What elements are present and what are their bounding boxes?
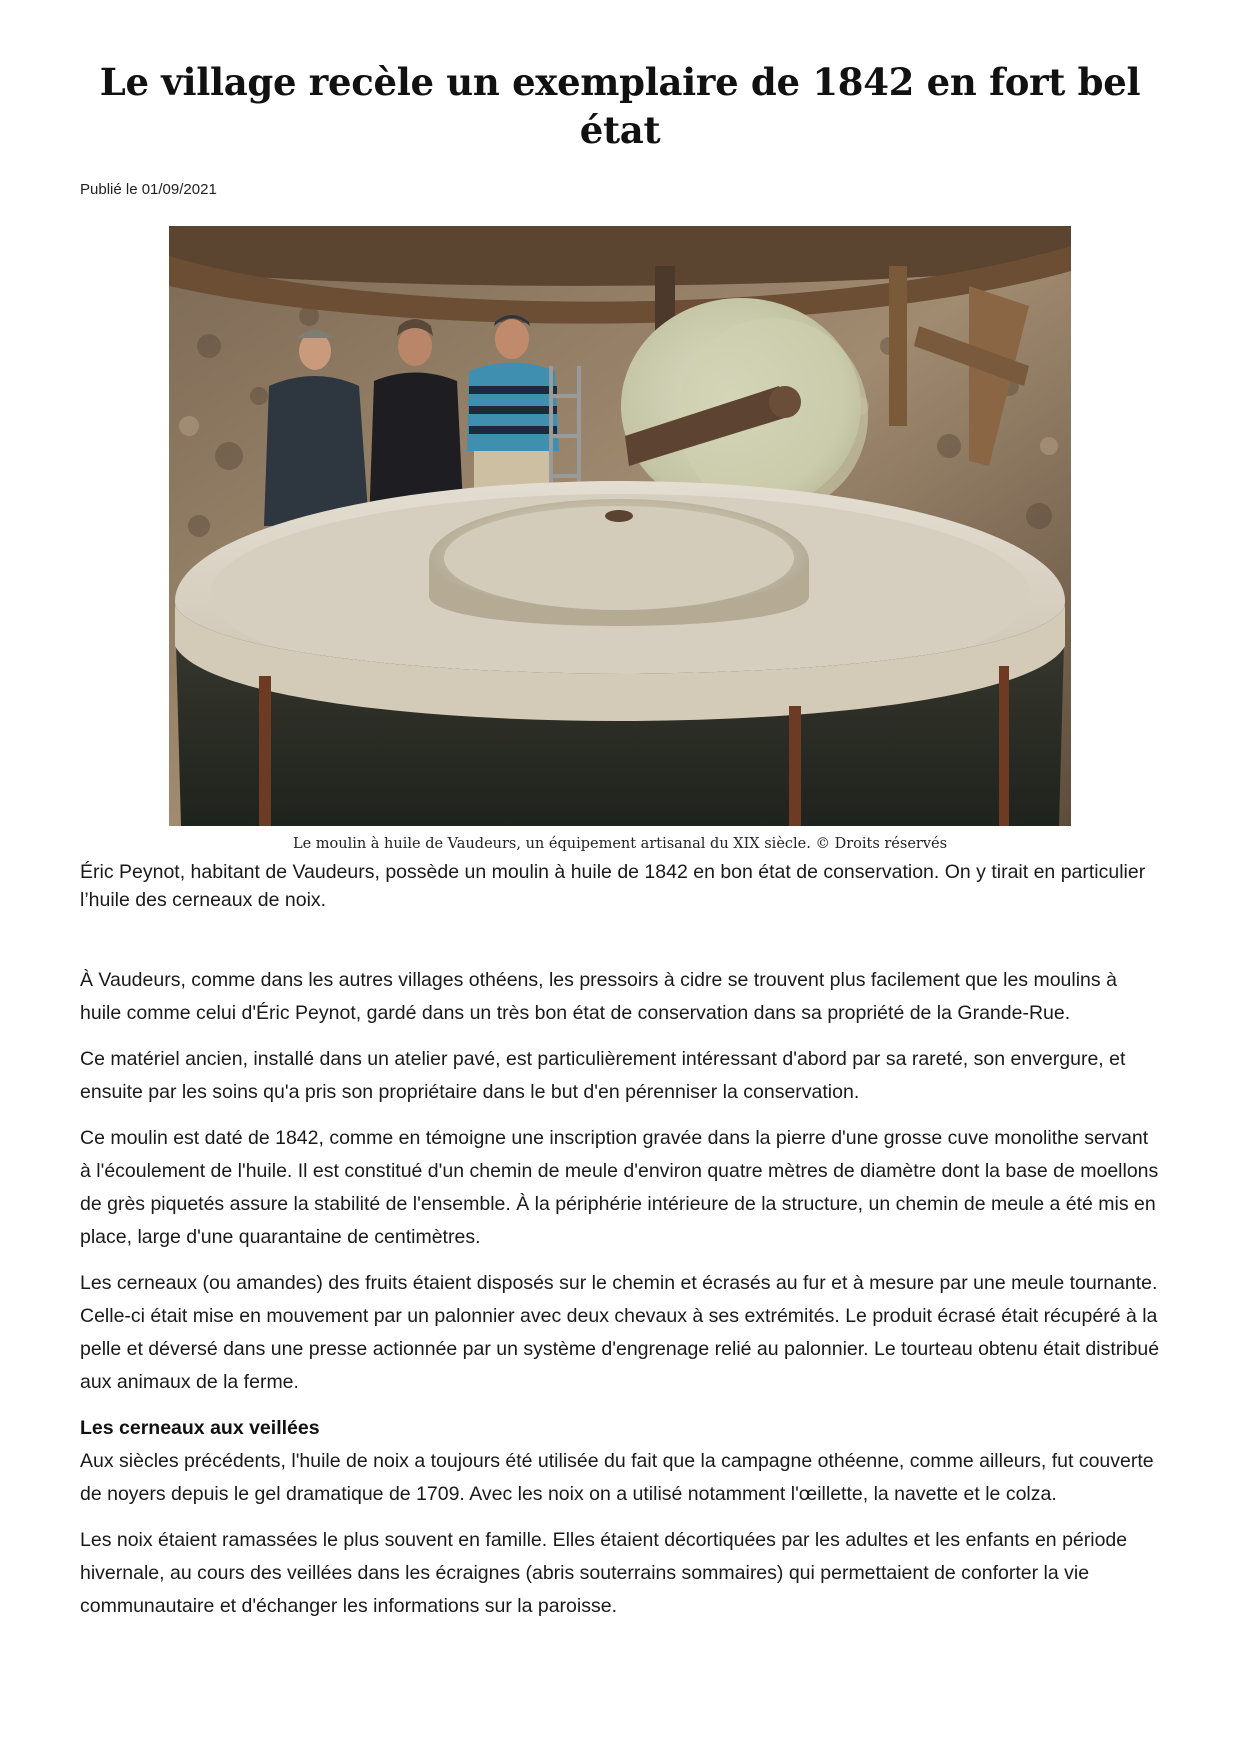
- article-body: [80, 964, 1160, 1623]
- photo-caption: Le moulin à huile de Vaudeurs, un équipement artisanal du XIX siècle. © Droits réservés: [292, 836, 948, 852]
- oil-mill-photo: [169, 226, 1071, 826]
- paragraph: À Vaudeurs, comme dans les autres villages othéens, les pressoirs à cidre se trouvent plus facilement que les moulins à huile comme celui d'Éric Peynot, gardé dans un très bon état de conservation dans sa propriété de la Grande-Rue.: [80, 969, 1117, 1024]
- article-figure: [80, 226, 1160, 854]
- paragraph: Les cerneaux (ou amandes) des fruits étaient disposés sur le chemin et écrasés au fur et à mesure par une meule tournante. Celle-ci était mise en mouvement par un palonnier avec deux chevaux à ses extrémités. Le produit écrasé était récupéré à la pelle et déversé dans une presse actionnée par un système d'engrenage relié au palonnier. Le tourteau obtenu était distribué aux animaux de la ferme.: [80, 1272, 1160, 1393]
- article: [80, 0, 1160, 1636]
- publication-date: Publié le 01/09/2021: [80, 181, 217, 198]
- paragraph: Ce matériel ancien, installé dans un atelier pavé, est particulièrement intéressant d'abord par sa rareté, son envergure, et ensuite par les soins qu'a pris son propriétaire dans le but d'en pérenniser la conservation.: [80, 1048, 1126, 1103]
- article-lead: Éric Peynot, habitant de Vaudeurs, possède un moulin à huile de 1842 en bon état de conservation. On y tirait en particulier l’huile des cerneaux de noix.: [80, 861, 1146, 911]
- paragraph: Les noix étaient ramassées le plus souvent en famille. Elles étaient décortiquées par les adultes et les enfants en période hivernale, au cours des veillées dans les écraignes (abris souterrains sommaires) qui permettaient de conforter la vie communautaire et d'échanger les informations sur la paroisse.: [80, 1529, 1128, 1617]
- paragraph: Ce moulin est daté de 1842, comme en témoigne une inscription gravée dans la pierre d'une grosse cuve monolithe servant à l'écoulement de l'huile. Il est constitué d'un chemin de meule d'environ quatre mètres de diamètre dont la base de moellons de grès piquetés assure la stabilité de l'ensemble. À la périphérie intérieure de la structure, un chemin de meule a été mis en place, large d'une quarantaine de centimètres.: [80, 1127, 1159, 1248]
- section-heading: Les cerneaux aux veillées: [80, 1417, 320, 1439]
- article-title: Le village recèle un exemplaire de 1842 en fort bel état: [99, 60, 1141, 152]
- paragraph: Aux siècles précédents, l'huile de noix a toujours été utilisée du fait que la campagne othéenne, comme ailleurs, fut couverte de noyers depuis le gel dramatique de 1709. Avec les noix on a utilisé notamment l'œillette, la navette et le colza.: [80, 1450, 1154, 1505]
